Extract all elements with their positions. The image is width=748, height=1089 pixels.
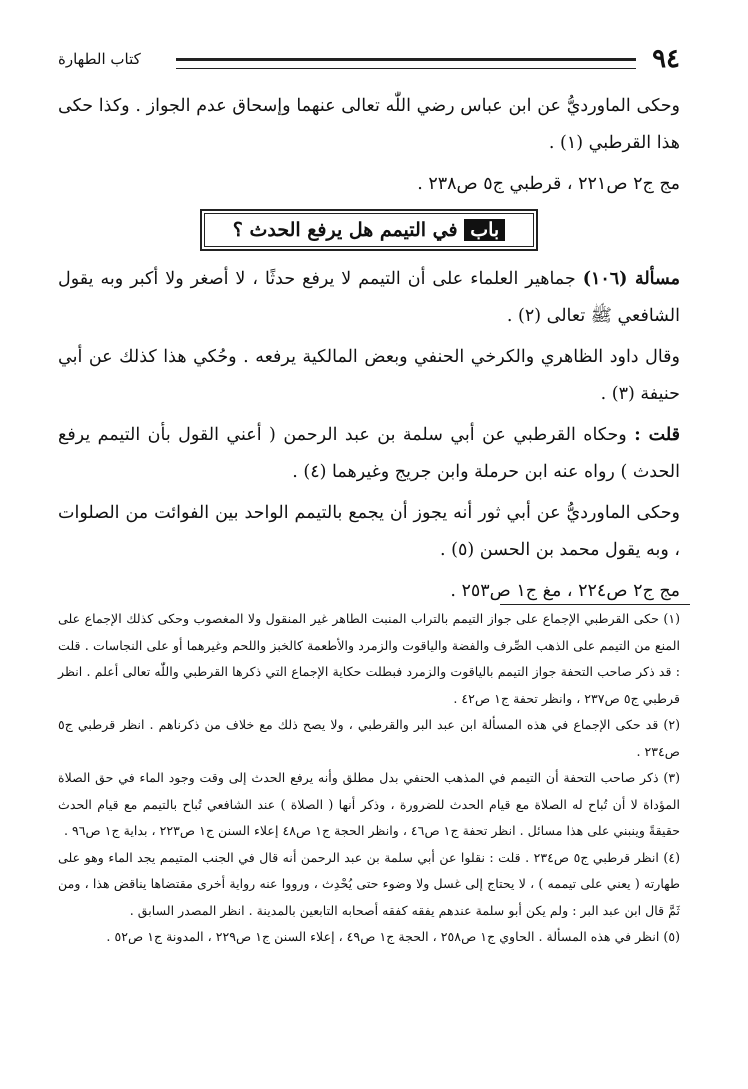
reference-line: مج ج٢ ص٢٢٤ ، مغ ج١ ص٢٥٣ . — [450, 581, 680, 601]
paragraph-text: جماهير العلماء على أن التيمم لا يرفع حدثًا ، لا أصغر ولا أكبر وبه يقول الشافعي ﷺ تعالى (٢) . — [58, 269, 680, 326]
reference-line: مج ج٢ ص٢٢١ ، قرطبي ج٥ ص٢٣٨ . — [417, 174, 680, 194]
paragraph-text: وحكاه القرطبي عن أبي سلمة بن عبد الرحمن ( أعني القول بأن التيمم يرفع الحدث ) رواه عنه ابن حرملة وابن جريج وغيرهما (٤) . — [58, 425, 680, 482]
paragraph: وحكى الماورديُّ عن أبي ثور أنه يجوز أن يجمع بالتيمم الواحد بين الفوائت من الصلوات ، وبه يقول محمد بن الحسن (٥) . — [58, 503, 680, 560]
paragraph: وحكى الماورديُّ عن ابن عباس رضي اللّٰه تعالى عنهما وإسحاق عدم الجواز . وكذا حكى هذا القرطبي (١) . — [58, 96, 680, 153]
running-header — [58, 44, 680, 84]
comment-label: قلت : — [634, 425, 680, 445]
chapter-title: في التيمم هل يرفع الحدث ؟ — [232, 219, 458, 241]
main-text — [58, 88, 680, 616]
paragraph — [58, 261, 680, 335]
footnote: (٣) ذكر صاحب التحفة أن التيمم في المذهب الحنفي بدل مطلق وأنه يرفع الحدث إلى وقت وجود الماء في حق الصلاة المؤداة لا أن تُباح له الصلاة مع قيام الحدث للضرورة ، وذكر أنها ( الصلاة ) عند الشافعي تُباح بالتيمم مع قيام الحدث حقيقةً وينبني على هذا مسائل . انظر تحفة ج١ ص٤٦ ، وانظر الحجة ج١ ص٤٨ إعلاء السنن ج١ ص٢٢٣ ، بداية ج١ ص٩٦ . — [58, 770, 680, 838]
footnote-separator — [500, 604, 690, 605]
footnote: (١) حكى القرطبي الإجماع على جواز التيمم بالتراب المنبت الطاهر غير المنقول ولا المغصوب وحكى كذلك الإجماع على المنع من التيمم على الذهب الصِّرف والفضة والياقوت والزمرد والأطعمة كالخبز واللحم وغيرهما أو على النجاسات . قلت : قد ذكر صاحب التحفة جواز التيمم بالياقوت والزمرد فبطلت حكاية الإجماع التي ذكرها القرطبي واللّٰه تعالى أعلم . انظر قرطبي ج٥ ص٢٣٧ ، وانظر تحفة ج١ ص٤٢ . — [58, 611, 680, 706]
header-rule — [176, 58, 636, 69]
issue-label: مسألة (١٠٦) — [582, 269, 680, 289]
footnote: (٥) انظر في هذه المسألة . الحاوي ج١ ص٢٥٨ ، الحجة ج١ ص٤٩ ، إعلاء السنن ج١ ص٢٢٩ ، المدونة ج١ ص٥٢ . — [106, 929, 680, 944]
page-number: ٩٤ — [652, 44, 680, 74]
chapter-word: باب — [464, 219, 505, 241]
footnotes — [58, 606, 680, 951]
paragraph — [58, 417, 680, 491]
footnote: (٢) قد حكى الإجماع في هذه المسألة ابن عبد البر والقرطبي ، ولا يصح ذلك مع خلاف من ذكرناهم . انظر قرطبي ج٥ ص٢٣٤ . — [58, 717, 680, 759]
footnote: (٤) انظر قرطبي ج٥ ص٢٣٤ . قلت : نقلوا عن أبي سلمة بن عبد الرحمن أنه قال في الجنب المتيمم يجد الماء وهو على طهارته ( يعني على تيممه ) ، لا يحتاج إلى غسل ولا وضوء حتى يُحْدِث ، ورووا عنه رواية أخرى مقتضاها يناقض هذا ، ومن ثَمَّ قال ابن عبد البر : ولم يكن أبو سلمة عندهم يفقه كفقه أصحابه التابعين بالمدينة . انظر المصدر السابق . — [58, 849, 680, 918]
running-title: كتاب الطهارة — [58, 50, 141, 68]
paragraph: وقال داود الظاهري والكرخي الحنفي وبعض المالكية يرفعه . وحُكي هذا كذلك عن أبي حنيفة (٣) . — [58, 347, 680, 404]
chapter-heading-box — [200, 209, 538, 251]
